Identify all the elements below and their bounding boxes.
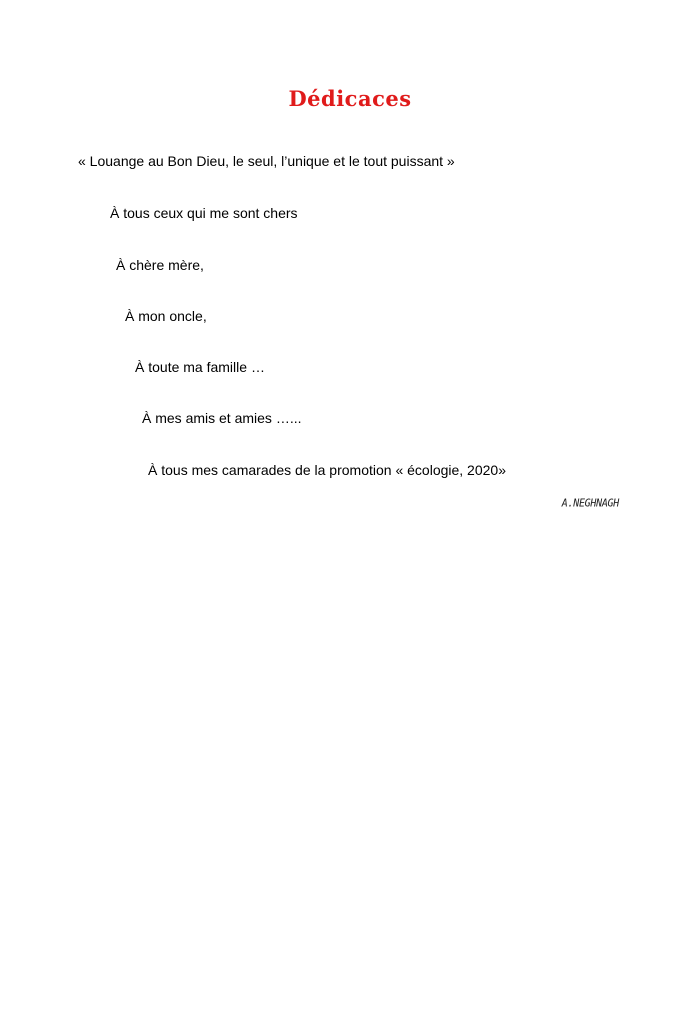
dedication-line-classmates: À tous mes camarades de la promotion « écologie, 2020» xyxy=(148,462,506,478)
dedication-line-uncle: À mon oncle, xyxy=(125,308,207,324)
dedication-line-dear-ones: À tous ceux qui me sont chers xyxy=(110,205,298,221)
page-title-text: Dédicaces xyxy=(288,86,412,111)
dedication-line-mother: À chère mère, xyxy=(116,257,204,273)
dedication-line-family: À toute ma famille … xyxy=(135,359,265,375)
author-signature: A.NEGHNAGH xyxy=(561,497,619,510)
dedication-line-friends: À mes amis et amies …... xyxy=(142,410,302,426)
dedication-line-praise: « Louange au Bon Dieu, le seul, l’unique et le tout puissant » xyxy=(78,153,455,169)
page-title xyxy=(0,86,700,111)
